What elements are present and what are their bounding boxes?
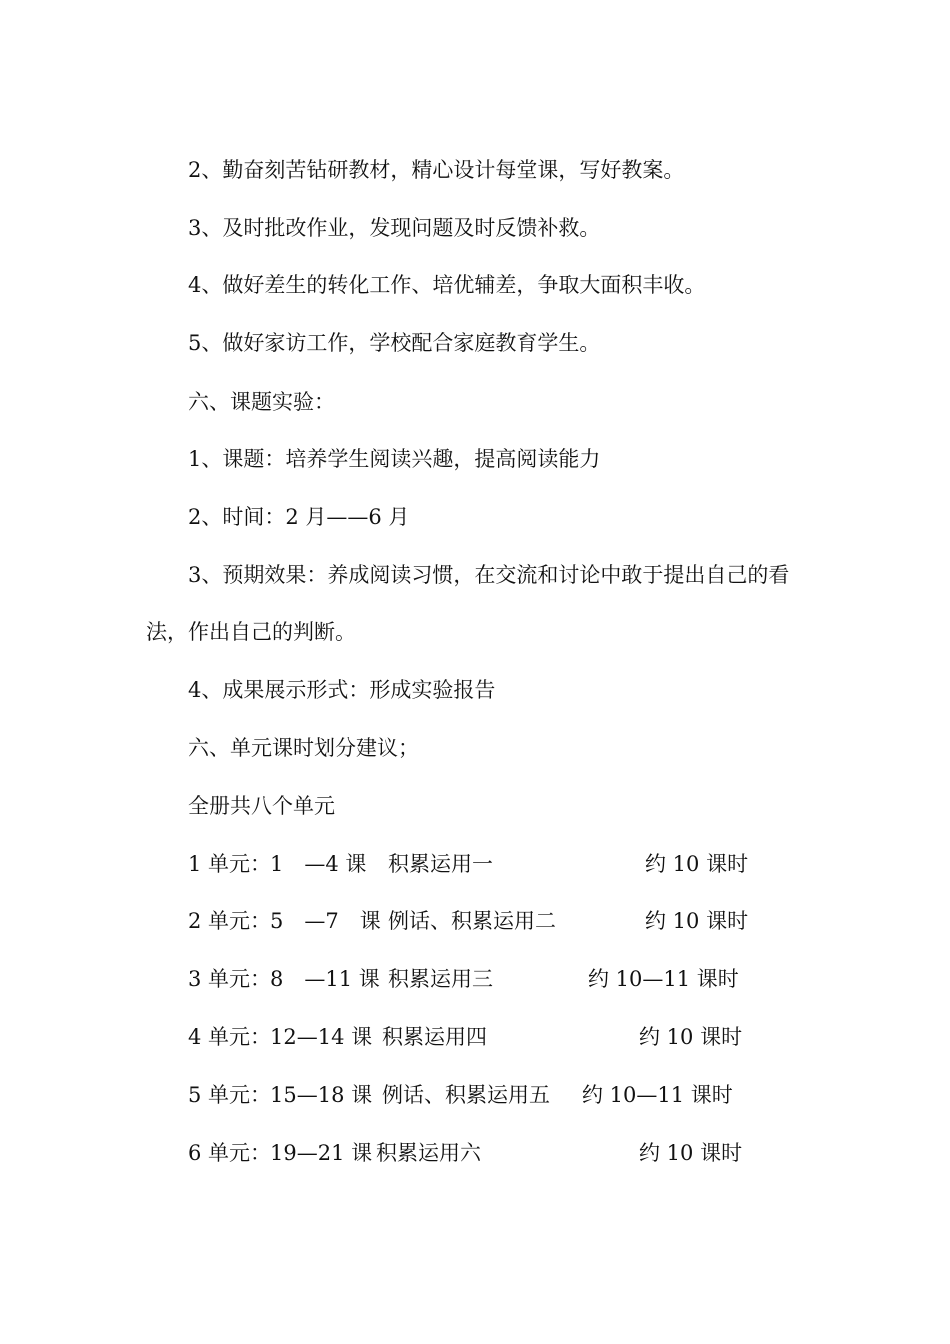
unit-hours: 约 10—11 课时 bbox=[588, 967, 739, 991]
unit-label: 6 单元： bbox=[188, 1141, 272, 1165]
unit-lessons: 1 —4 课 bbox=[270, 852, 367, 876]
experiment-result-form: 4、成果展示形式：形成实验报告 bbox=[188, 678, 496, 702]
unit-label: 4 单元： bbox=[188, 1025, 272, 1049]
paragraph-item-4: 4、做好差生的转化工作、培优辅差，争取大面积丰收。 bbox=[188, 273, 706, 297]
unit-content: 例话、积累运用五 bbox=[382, 1083, 550, 1107]
units-total: 全册共八个单元 bbox=[188, 794, 335, 818]
unit-content: 积累运用三 bbox=[388, 967, 493, 991]
section-heading-experiment: 六、课题实验： bbox=[188, 390, 335, 414]
unit-hours: 约 10 课时 bbox=[645, 852, 749, 876]
unit-hours: 约 10 课时 bbox=[645, 909, 749, 933]
unit-hours: 约 10 课时 bbox=[639, 1141, 743, 1165]
unit-lessons: 15—18 课 bbox=[270, 1083, 373, 1107]
unit-content: 积累运用四 bbox=[382, 1025, 487, 1049]
unit-hours: 约 10—11 课时 bbox=[582, 1083, 733, 1107]
unit-lessons: 5 —7 课 bbox=[270, 909, 381, 933]
unit-content: 积累运用六 bbox=[376, 1141, 481, 1165]
unit-label: 1 单元： bbox=[188, 852, 272, 876]
unit-lessons: 19—21 课 bbox=[270, 1141, 373, 1165]
experiment-effect-line1: 3、预期效果：养成阅读习惯，在交流和讨论中敢于提出自己的看 bbox=[188, 563, 790, 587]
unit-lessons: 12—14 课 bbox=[270, 1025, 373, 1049]
paragraph-item-2: 2、勤奋刻苦钻研教材，精心设计每堂课，写好教案。 bbox=[188, 158, 685, 182]
unit-lessons: 8 —11 课 bbox=[270, 967, 380, 991]
unit-content: 例话、积累运用二 bbox=[388, 909, 556, 933]
section-heading-units: 六、单元课时划分建议； bbox=[188, 736, 419, 760]
unit-label: 5 单元： bbox=[188, 1083, 272, 1107]
experiment-time: 2、时间：2 月——6 月 bbox=[188, 505, 410, 529]
paragraph-item-5: 5、做好家访工作，学校配合家庭教育学生。 bbox=[188, 331, 601, 355]
unit-hours: 约 10 课时 bbox=[639, 1025, 743, 1049]
experiment-effect-line2: 法，作出自己的判断。 bbox=[146, 620, 356, 644]
unit-label: 2 单元： bbox=[188, 909, 272, 933]
paragraph-item-3: 3、及时批改作业，发现问题及时反馈补救。 bbox=[188, 216, 601, 240]
experiment-topic: 1、课题：培养学生阅读兴趣，提高阅读能力 bbox=[188, 447, 601, 471]
unit-label: 3 单元： bbox=[188, 967, 272, 991]
unit-content: 积累运用一 bbox=[388, 852, 493, 876]
